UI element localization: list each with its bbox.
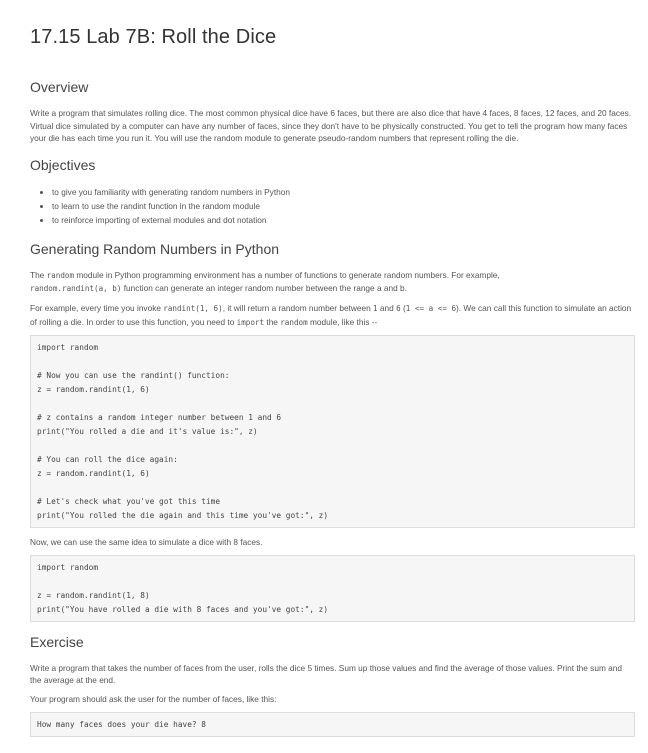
- code-listing: import random # Now you can use the randint() function: z = random.randint(1, 6) # z contains a random integer number between 1 and 6 print("You rolled a die and it's value is:", z) # You can roll the dice again: z = random.randint(1, 6) # Let's check what you've got this time print("You rolled the die again and this time you've got:", z): [37, 343, 329, 521]
- objective-item: • to learn to use the randint function in the random module: [52, 199, 634, 213]
- exercise-paragraph-1: Write a program that takes the number of faces from the user, rolls the dice 5 times. Sum up those values and find the average of those values. Print the sum and the average at the end.: [30, 662, 623, 686]
- code-listing: How many faces does your die have? 8: [37, 719, 206, 729]
- code-block-dice-6: [30, 335, 635, 528]
- exercise-heading: Exercise: [30, 633, 84, 650]
- objectives-heading: Objectives: [30, 156, 96, 173]
- objective-item: • to give you familiarity with generating random numbers in Python: [52, 185, 634, 199]
- overview-paragraph: Write a program that simulates rolling dice. The most common physical dice have 6 faces, but there are also dice that have 4 faces, 8 faces, 12 faces, and 20 faces. Virtual dice simulated by a computer can have any number of faces, since they don't have to be physically constructed. You get to tell the program how many faces your die has each time you run it. You will use the random module to generate pseudo-random numbers that represent rolling the die.: [30, 108, 632, 144]
- objective-item: • to reinforce importing of external modules and dot notation: [52, 213, 634, 227]
- generating-paragraph-3: Now, we can use the same idea to simulate a dice with 8 faces.: [30, 537, 263, 548]
- page-title: 17.15 Lab 7B: Roll the Dice: [30, 26, 277, 48]
- generating-paragraph-1: The random module in Python programming environment has a number of functions to generate random numbers. For example, random.randint(a, b) function can generate an integer random number between the range a and b.: [30, 269, 500, 294]
- objectives-list: [30, 185, 634, 227]
- code-listing: import random z = random.randint(1, 8) print("You have rolled a die with 8 faces and you've got:", z): [37, 562, 329, 614]
- overview-heading: Overview: [30, 79, 89, 95]
- generating-paragraph-2: For example, every time you invoke randint(1, 6), it will return a random number between 1 and 6 (1 <= a <= 6). We can call this function to simulate an action of rolling a die. In order to use this function, you need to import the random module, like this --: [30, 302, 632, 327]
- code-block-sample-input: [30, 712, 635, 737]
- generating-heading: Generating Random Numbers in Python: [30, 240, 280, 257]
- exercise-paragraph-2: Your program should ask the user for the number of faces, like this:: [30, 693, 277, 704]
- code-block-dice-8: [30, 555, 635, 622]
